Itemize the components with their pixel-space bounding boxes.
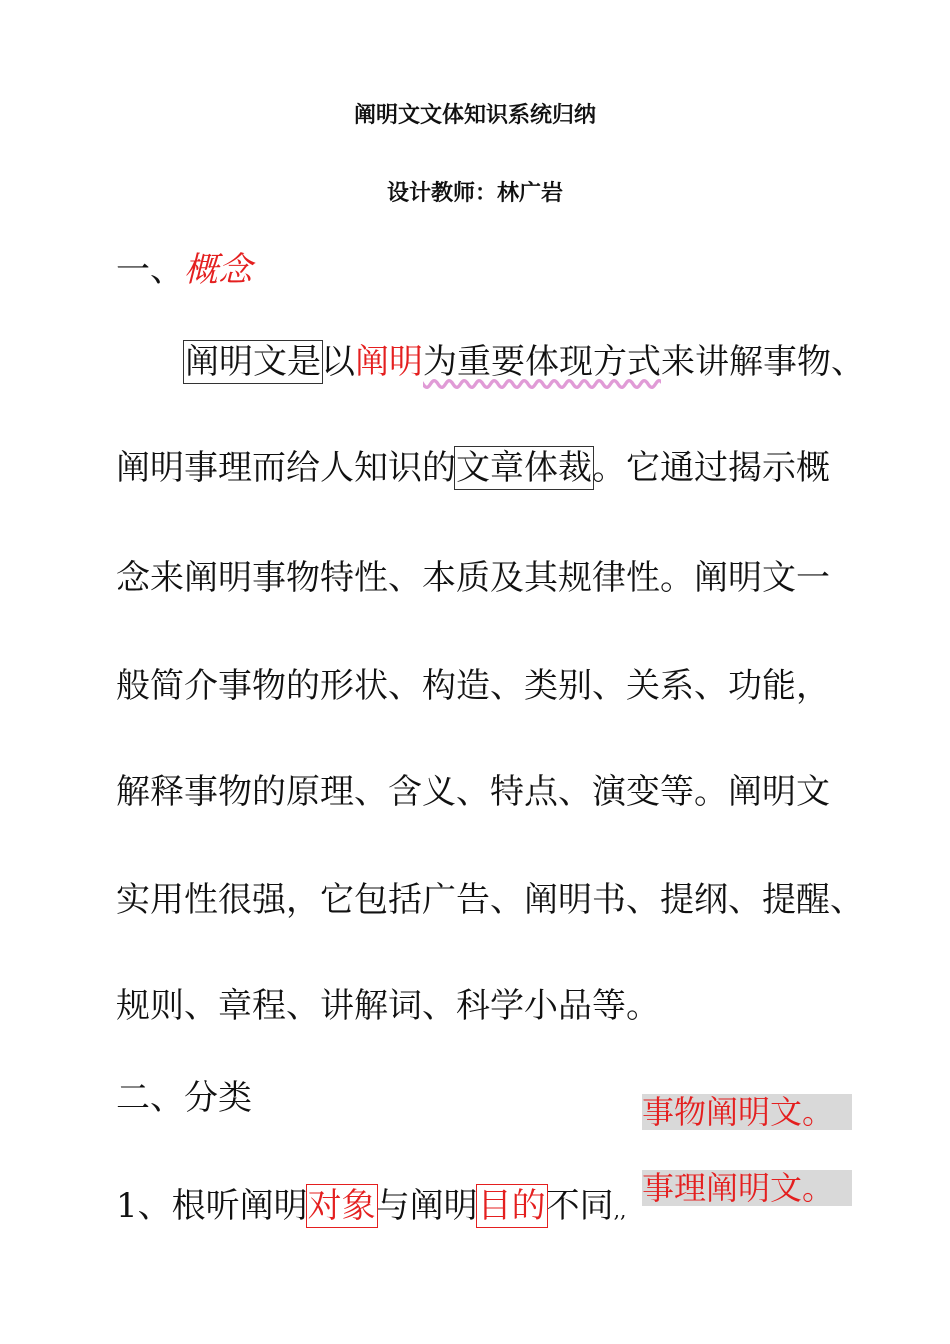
- text-segment: 阐明事理而给人知识的: [116, 448, 456, 488]
- text-segment: 以: [321, 342, 355, 382]
- paragraph-line-6: 实用性很强，它包括广告、阐明书、提纲、提醒、: [116, 880, 864, 920]
- annotation-note-things: 事物阐明文。: [642, 1094, 852, 1130]
- text-segment: 。它通过揭示概: [592, 448, 830, 488]
- section-heading-concept: [116, 248, 252, 292]
- paragraph-line-3: 念来阐明事物特性、本质及其规律性。阐明文一: [116, 558, 830, 598]
- concept-heading: 概念: [184, 250, 252, 290]
- highlight-explain: 阐明: [355, 342, 423, 382]
- classification-line: [116, 1184, 626, 1232]
- paragraph-line-5: 解释事物的原理、含义、特点、演变等。阐明文: [116, 772, 830, 812]
- boxed-term-genre: 文章体裁: [456, 448, 592, 488]
- document-title: 阐明文文体知识系统归纳: [353, 103, 596, 128]
- text-segment: 不同: [545, 1186, 614, 1226]
- boxed-term-explanatory-text: 阐明文是: [185, 342, 321, 382]
- boxed-term-purpose: 目的: [477, 1186, 546, 1226]
- paragraph-line-1: [185, 340, 865, 384]
- paragraph-line-7: 规则、章程、讲解词、科学小品等。: [116, 986, 660, 1026]
- annotation-note-reasoning: 事理阐明文。: [642, 1170, 852, 1206]
- paragraph-line-4: 般简介事物的形状、构造、类别、关系、功能，: [116, 666, 830, 706]
- text-segment: 1、根听阐明: [116, 1186, 308, 1226]
- text-segment: 来讲解事物、: [661, 342, 865, 382]
- author-line: 设计教师：林广岩: [386, 181, 563, 206]
- section-number: 一、: [116, 250, 184, 290]
- trailing-marks: ,,: [613, 1198, 627, 1222]
- text-segment: 与阐明: [375, 1186, 478, 1226]
- section-heading-classification: 二、分类: [116, 1078, 252, 1118]
- grammar-underline-text: 为重要体现方式: [423, 342, 661, 382]
- boxed-term-object: 对象: [307, 1186, 376, 1226]
- paragraph-line-2: [116, 446, 830, 490]
